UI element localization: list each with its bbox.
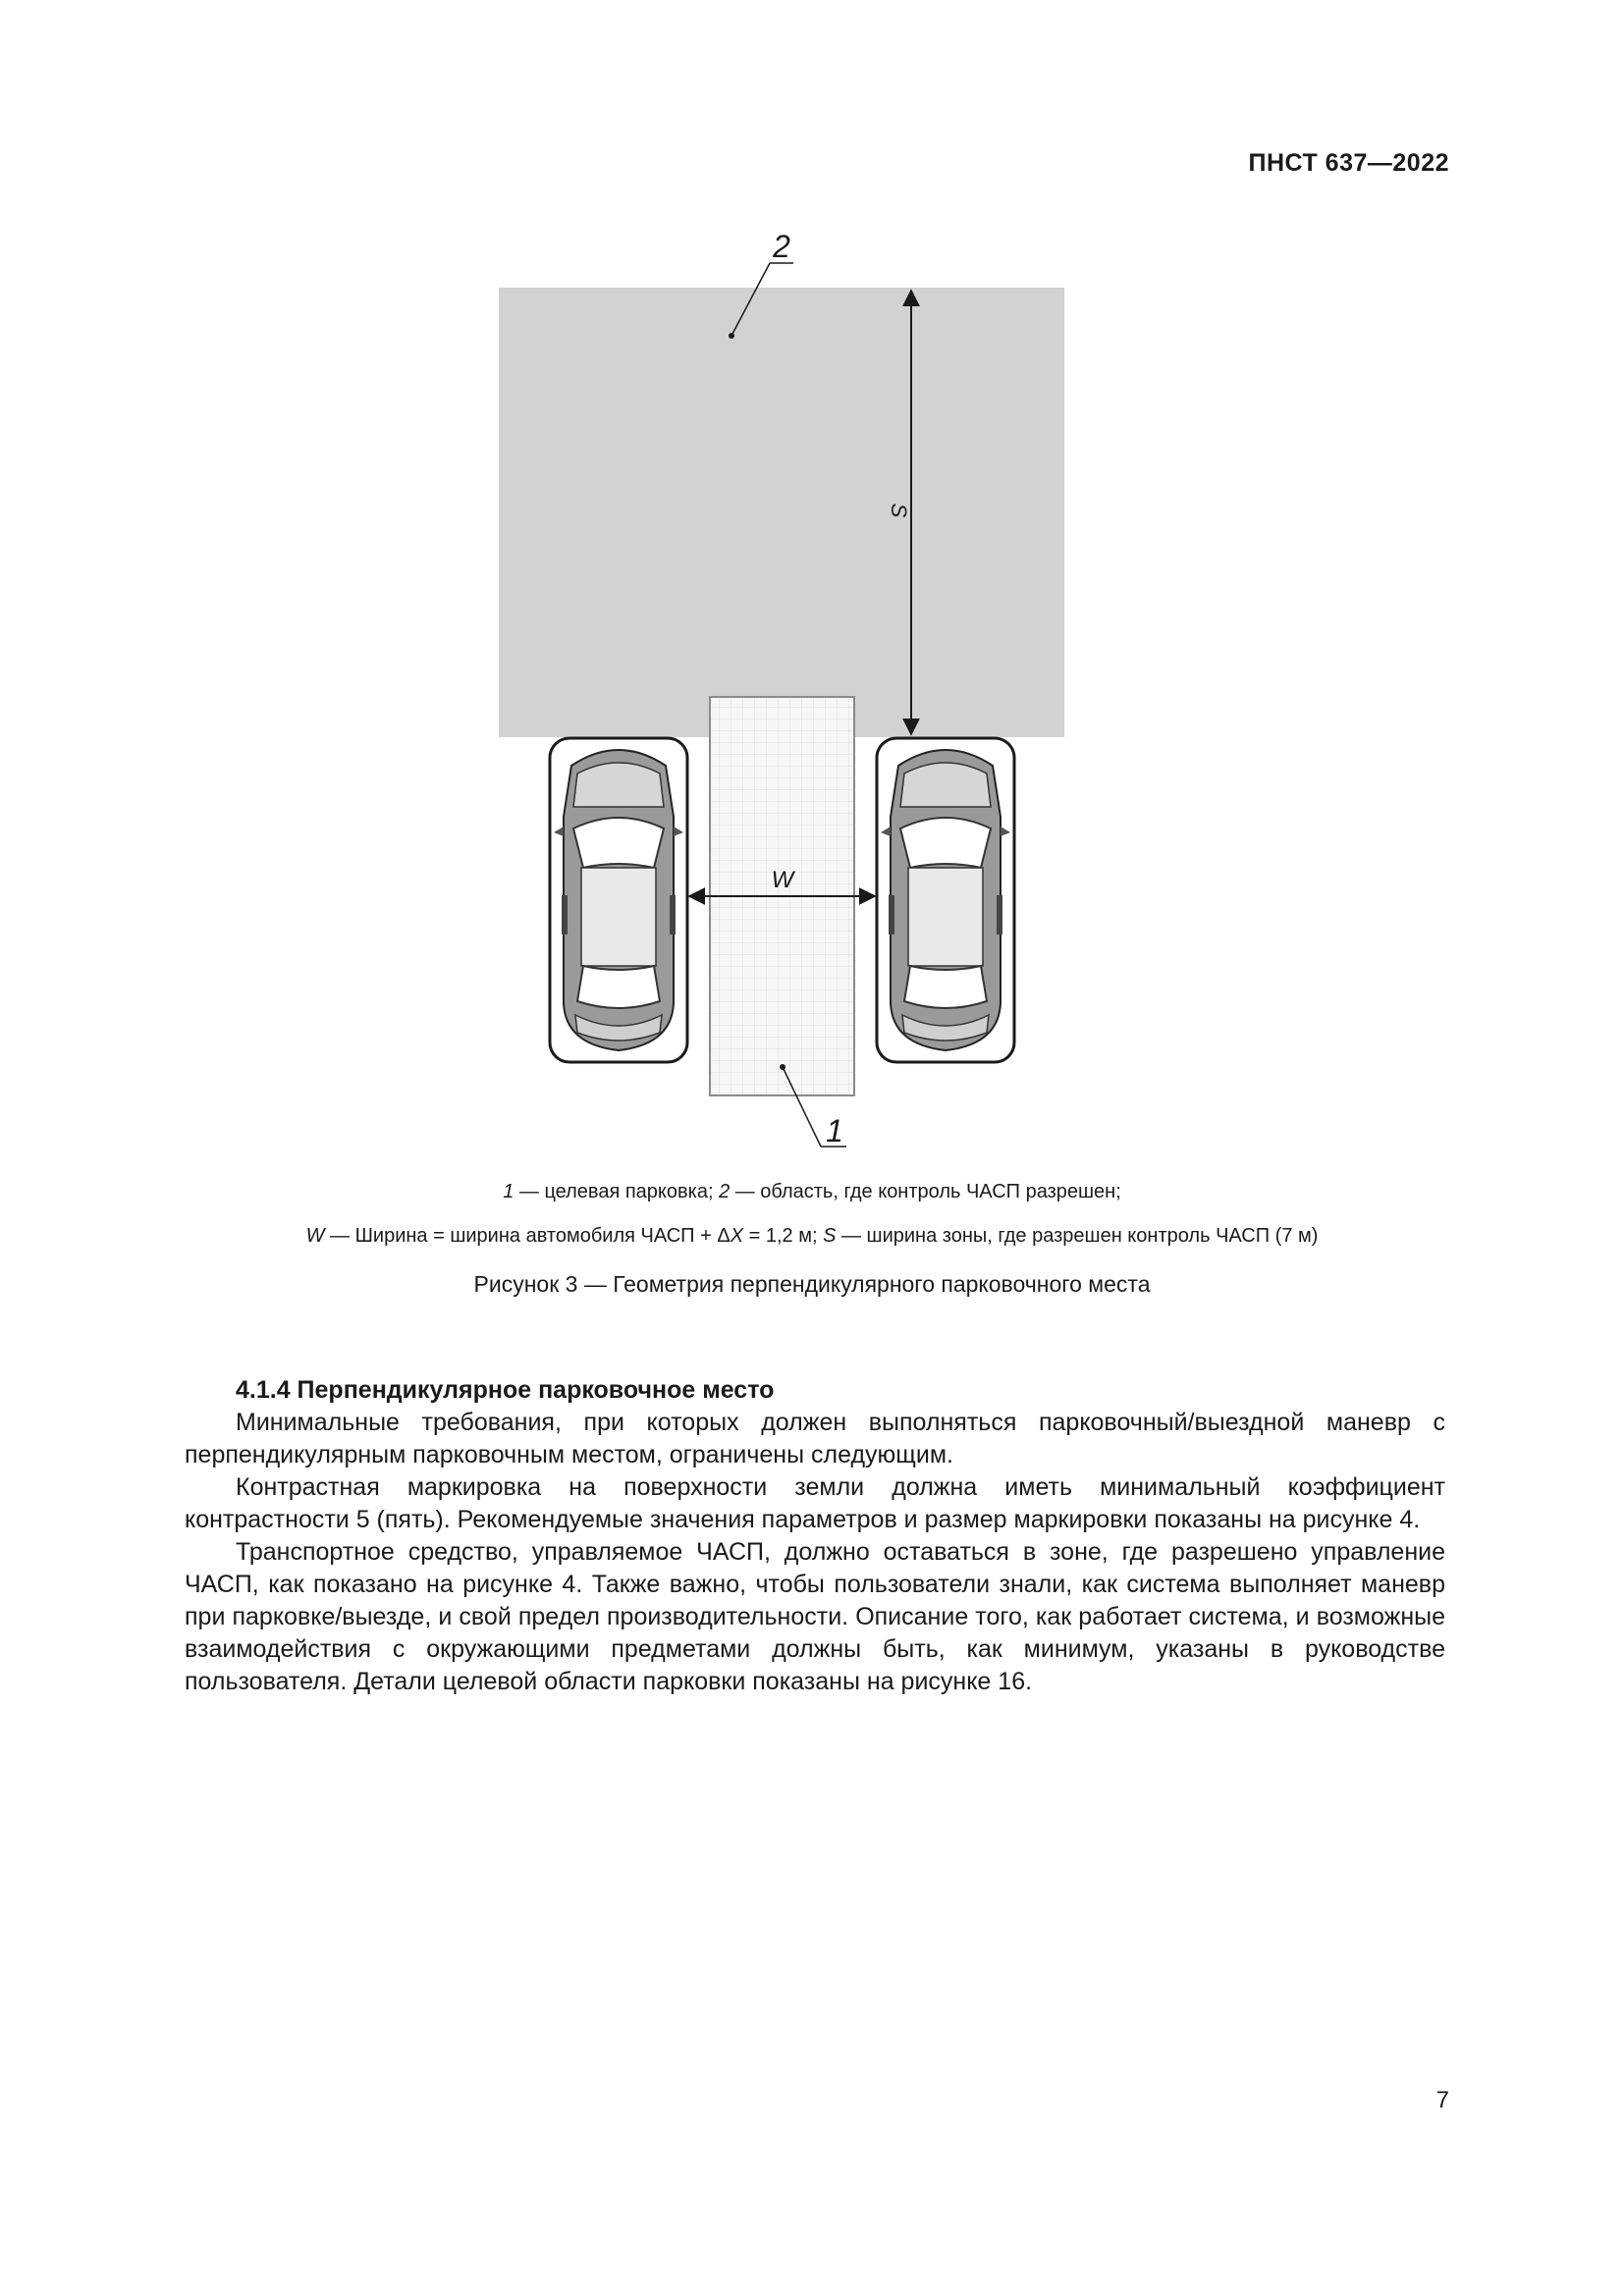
w-dimension-label: W — [771, 867, 794, 893]
legend-key-x: X — [730, 1225, 744, 1247]
legend-text-x: = 1,2 м; — [743, 1225, 824, 1247]
leader-dot-2 — [729, 333, 734, 339]
legend-text-w: — Ширина = ширина автомобиля ЧАСП + Δ — [324, 1225, 731, 1247]
legend-text-1: — целевая парковка; — [514, 1181, 720, 1202]
allowed-control-area — [499, 288, 1064, 737]
s-dimension-label: S — [887, 503, 911, 518]
legend-text-2: — область, где контроль ЧАСП разрешен; — [730, 1181, 1121, 1202]
document-code: ПНСТ 637—2022 — [1248, 149, 1449, 177]
legend-key-s: S — [823, 1225, 837, 1247]
paragraph-3: Транспортное средство, управляемое ЧАСП, должно оставаться в зоне, где разрешено управление ЧАСП, как показано на рисунке 4. Также важно, чтобы пользователи знали, как система выполняет маневр при парковке/выезде, и свой предел производительности. Описание того, как работает система, и возможные взаимодействия с окружающими предметами должны быть, как минимум, указаны в руководстве пользователя. Детали целевой области парковки показаны на рисунке 16. — [185, 1538, 1445, 1695]
legend-key-1: 1 — [503, 1181, 514, 1202]
paragraph-1: Минимальные требования, при которых должен выполняться парковочный/выездной маневр с перпендикулярным парковочным местом, ограничены следующим. — [185, 1409, 1445, 1468]
figure-title: Рисунок 3 — Геометрия перпендикулярного парковочного места — [473, 1271, 1151, 1297]
section-heading: 4.1.4 Перпендикулярное парковочное место — [236, 1376, 775, 1404]
legend-key-2: 2 — [719, 1181, 731, 1202]
callout-label-1: 1 — [826, 1113, 843, 1148]
right-parked-car — [877, 738, 1014, 1062]
callout-label-2: 2 — [773, 229, 790, 264]
section-4-1-4 — [185, 1374, 1445, 1698]
left-parked-car — [550, 738, 687, 1062]
legend-text-s: — ширина зоны, где разрешен контроль ЧАСП (7 м) — [836, 1225, 1319, 1247]
legend-key-w: W — [305, 1225, 325, 1247]
figure-legend-line-1 — [0, 1181, 1624, 1203]
leader-dot-1 — [780, 1064, 785, 1070]
page-number: 7 — [1435, 2087, 1449, 2113]
figure-legend-line-2 — [0, 1225, 1624, 1248]
paragraph-2: Контрастная маркировка на поверхности земли должна иметь минимальный коэффициент контрастности 5 (пять). Рекомендуемые значения параметров и размер маркировки показаны на рисунке 4. — [185, 1473, 1445, 1533]
